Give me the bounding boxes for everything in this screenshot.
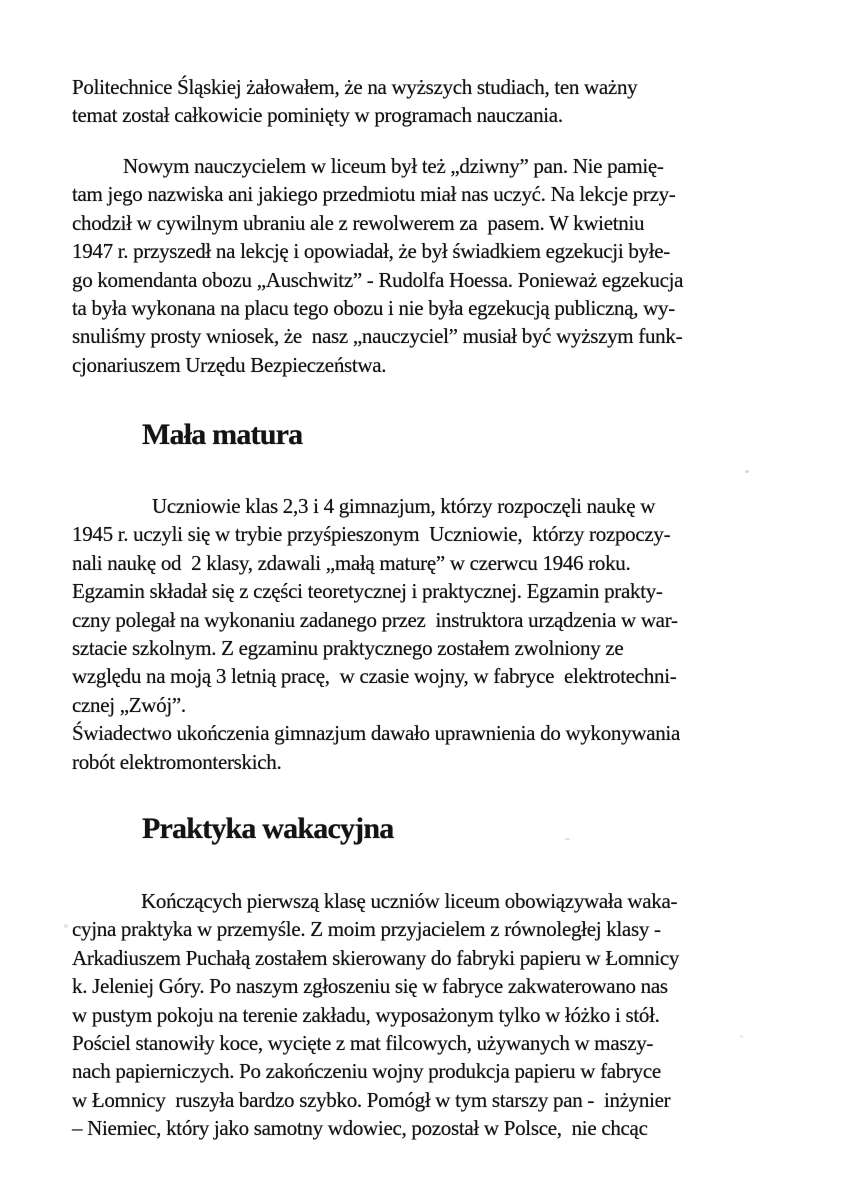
text-line: w Łomnicy ruszyła bardzo szybko. Pomógł w tym starszy pan - inżynier	[72, 1087, 671, 1112]
paragraph-mala-matura	[72, 492, 786, 776]
text-line: nach papierniczych. Po zakończeniu wojny produkcja papieru w fabryce	[72, 1059, 661, 1084]
scan-speck	[745, 470, 749, 473]
scan-speck	[64, 924, 68, 928]
paragraph-strange-teacher	[72, 152, 786, 379]
text-line: go komendanta obozu „Auschwitz” - Rudolfa Hoessa. Ponieważ egzekucja	[72, 267, 684, 292]
text-line: 1947 r. przyszedł na lekcję i opowiadał, że był świadkiem egzekucji byłe-	[72, 239, 670, 264]
text-line: Świadectwo ukończenia gimnazjum dawało uprawnienia do wykonywania	[72, 721, 680, 746]
text-line: Pościel stanowiły koce, wycięte z mat filcowych, używanych w maszy-	[72, 1031, 654, 1056]
section-heading-praktyka-wakacyjna: Praktyka wakacyjna	[142, 812, 394, 845]
text-line: Nowym nauczycielem w liceum był też „dziwny” pan. Nie pamię-	[123, 154, 664, 178]
text-line: ta była wykonana na placu tego obozu i nie była egzekucją publiczną, wy-	[72, 296, 675, 321]
text-line: Egzamin składał się z części teoretycznej i praktycznej. Egzamin prakty-	[72, 579, 663, 604]
text-line: robót elektromonterskich.	[72, 749, 282, 774]
text-line: temat został całkowicie pominięty w programach nauczania.	[72, 103, 563, 128]
paragraph-continuation	[72, 73, 786, 130]
text-line: tam jego nazwiska ani jakiego przedmiotu miał nas uczyć. Na lekcje przy-	[72, 182, 676, 207]
text-line: cyjna praktyka w przemyśle. Z moim przyjacielem z równoległej klasy -	[72, 917, 661, 942]
text-line: w pustym pokoju na terenie zakładu, wyposażonym tylko w łóżko i stół.	[72, 1002, 660, 1027]
text-line: sztacie szkolnym. Z egzaminu praktycznego zostałem zwolniony ze	[72, 636, 624, 661]
paragraph-praktyka-wakacyjna	[72, 887, 786, 1143]
text-line: Arkadiuszem Puchałą zostałem skierowany do fabryki papieru w Łomnicy	[72, 945, 680, 970]
text-line: Kończących pierwszą klasę uczniów liceum obowiązywała waka-	[141, 889, 678, 913]
text-line: chodził w cywilnym ubraniu ale z rewolwerem za pasem. W kwietniu	[72, 210, 645, 235]
text-line: k. Jeleniej Góry. Po naszym zgłoszeniu się w fabryce zakwaterowano nas	[72, 974, 668, 999]
text-line: Uczniowie klas 2,3 i 4 gimnazjum, którzy rozpoczęli naukę w	[152, 494, 656, 518]
scan-speck	[565, 838, 570, 840]
text-line: czny polegał na wykonaniu zadanego przez instruktora urządzenia w war-	[72, 607, 678, 632]
text-line: względu na moją 3 letnią pracę, w czasie wojny, w fabryce elektrotechni-	[72, 664, 677, 689]
section-heading-mala-matura: Mała matura	[142, 418, 303, 451]
text-line: cznej „Zwój”.	[72, 692, 186, 717]
text-line: 1945 r. uczyli się w trybie przyśpieszonym Uczniowie, którzy rozpoczy-	[72, 522, 671, 547]
text-line: Politechnice Śląskiej żałowałem, że na wyższych studiach, ten ważny	[72, 75, 638, 99]
text-line: – Niemiec, który jako samotny wdowiec, pozostał w Polsce, nie chcąc	[72, 1116, 648, 1141]
scan-speck	[740, 1035, 743, 1038]
text-line: cjonariuszem Urzędu Bezpieczeństwa.	[72, 352, 387, 377]
text-line: snuliśmy prosty wniosek, że nasz „nauczyciel” musiał być wyższym funk-	[72, 324, 683, 349]
text-line: nali naukę od 2 klasy, zdawali „małą maturę” w czerwcu 1946 roku.	[72, 550, 631, 575]
